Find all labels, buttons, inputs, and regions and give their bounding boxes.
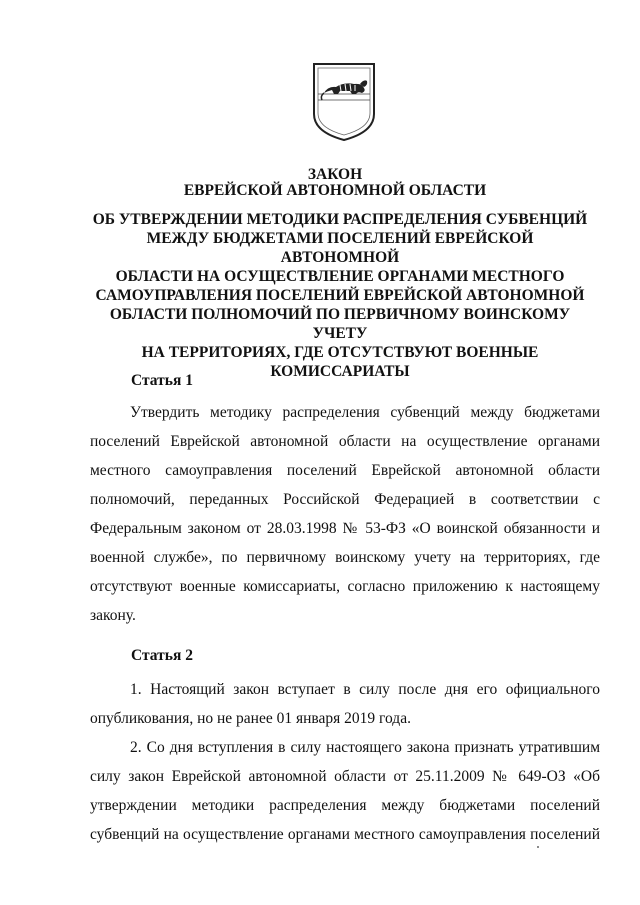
heading-line: ОБ УТВЕРЖДЕНИИ МЕТОДИКИ РАСПРЕДЕЛЕНИЯ СУБВЕНЦИЙ: [92, 211, 588, 228]
text-line: 1. Настоящий закон вступает в силу после дня его официального: [130, 681, 600, 698]
text-line: отсутствуют военные комиссариаты, согласно приложению к настоящему: [90, 578, 600, 595]
law-heading: [90, 210, 590, 381]
text-line: полномочий, переданных Российской Федерацией в соответствии с: [90, 491, 600, 508]
text-line: военной службе», по первичному воинскому учету на территориях, где: [90, 549, 600, 566]
article-2-item-1: [90, 675, 600, 733]
text-line: закону.: [90, 607, 136, 624]
article-1-text: [90, 398, 600, 630]
heading-line: МЕЖДУ БЮДЖЕТАМИ ПОСЕЛЕНИЙ ЕВРЕЙСКОЙ АВТОНОМНОЙ: [146, 230, 534, 266]
heading-line: НА ТЕРРИТОРИЯХ, ГДЕ ОТСУТСТВУЮТ ВОЕННЫЕ: [141, 344, 539, 361]
text-line: Федеральным законом от 28.03.1998 № 53-ФЗ «О воинской обязанности и: [90, 520, 600, 537]
heading-line: САМОУПРАВЛЕНИЯ ПОСЕЛЕНИЙ ЕВРЕЙСКОЙ АВТОНОМНОЙ: [95, 287, 585, 304]
article-2-title: Статья 2: [131, 647, 193, 664]
heading-line: КОМИССАРИАТЫ: [270, 363, 410, 380]
text-line: утверждении методики распределения между бюджетами поселений: [90, 797, 600, 814]
scan-speck: [537, 846, 539, 848]
document-type-title: ЗАКОН: [307, 166, 363, 183]
text-line: субвенций на осуществление органами местного самоуправления поселений: [90, 826, 600, 843]
article-1-title: Статья 1: [131, 372, 193, 389]
text-line: 2. Со дня вступления в силу настоящего закона признать утратившим: [130, 739, 600, 756]
text-line: местного самоуправления поселений Еврейской автономной области: [90, 462, 600, 479]
heading-line: ОБЛАСТИ ПОЛНОМОЧИЙ ПО ПЕРВИЧНОМУ ВОИНСКОМУ УЧЕТУ: [109, 306, 571, 342]
region-title: ЕВРЕЙСКОЙ АВТОНОМНОЙ ОБЛАСТИ: [183, 182, 487, 199]
tiger-coat-of-arms-icon: [310, 60, 378, 142]
text-line: силу закон Еврейской автономной области от 25.11.2009 № 649-ОЗ «Об: [90, 768, 600, 785]
text-line: опубликования, но не ранее 01 января 2019 года.: [90, 710, 411, 727]
article-2-item-2: [90, 733, 600, 849]
heading-line: ОБЛАСТИ НА ОСУЩЕСТВЛЕНИЕ ОРГАНАМИ МЕСТНОГО: [115, 268, 565, 285]
text-line: поселений Еврейской автономной области на осуществление органами: [90, 433, 600, 450]
text-line: Утвердить методику распределения субвенций между бюджетами: [130, 404, 600, 421]
